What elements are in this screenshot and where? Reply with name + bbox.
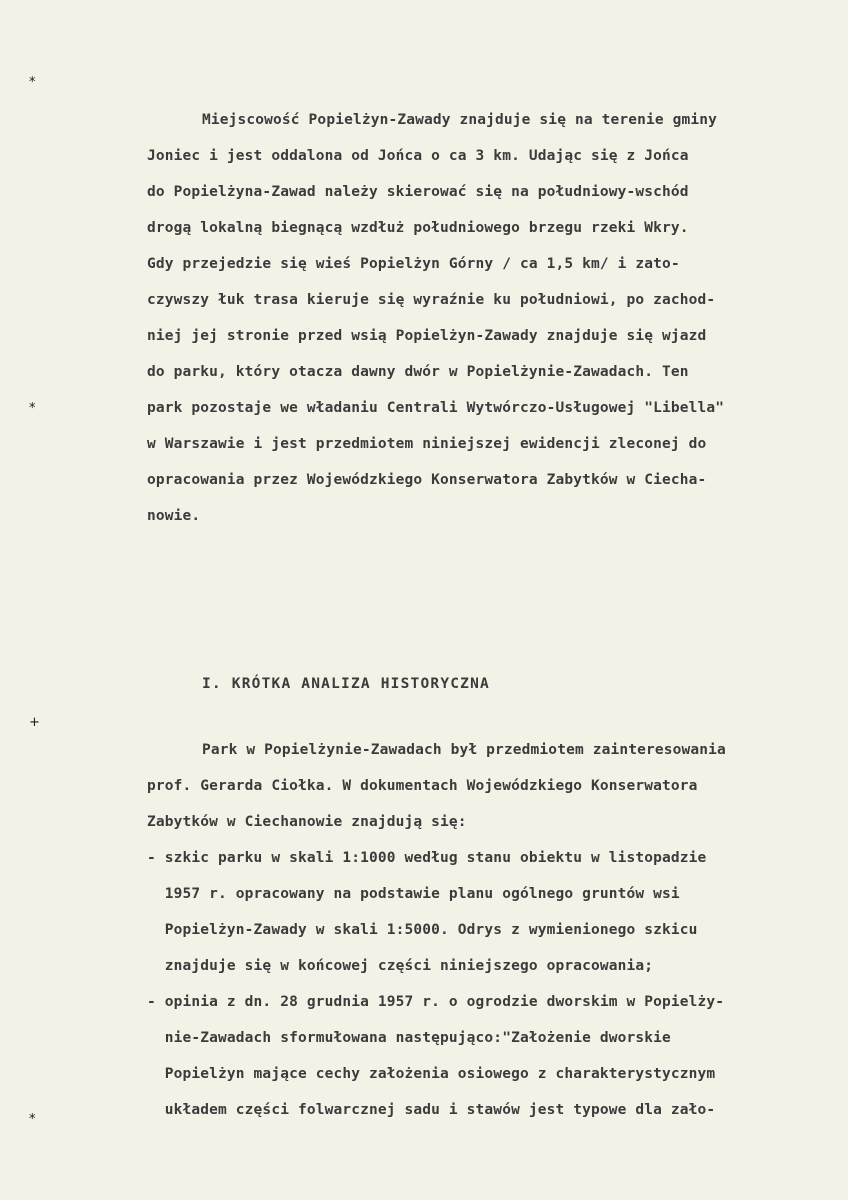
list-item-line: Popielżyn mające cechy założenia osiowego z charakterystycznym — [147, 1066, 716, 1082]
text-line: do parku, który otacza dawny dwór w Popielżynie-Zawadach. Ten — [147, 364, 689, 380]
text-line: prof. Gerarda Ciołka. W dokumentach Wojewódzkiego Konserwatora — [147, 778, 698, 794]
margin-mark: + — [29, 715, 40, 730]
text-line: Miejscowość Popielżyn-Zawady znajduje się na terenie gminy — [202, 112, 718, 128]
text-line: drogą lokalną biegnącą wzdłuż południowego brzegu rzeki Wkry. — [147, 220, 689, 236]
list-item-line: nie-Zawadach sformułowana następująco:"Założenie dworskie — [147, 1030, 671, 1046]
margin-mark: * — [29, 75, 36, 90]
text-line: Joniec i jest oddalona od Jońca o ca 3 km. Udając się z Jońca — [147, 148, 689, 164]
text-line: Gdy przejedzie się wieś Popielżyn Górny / ca 1,5 km/ i zato- — [147, 256, 680, 272]
list-item-line: znajduje się w końcowej części niniejszego opracowania; — [147, 958, 654, 974]
text-line: Zabytków w Ciechanowie znajdują się: — [147, 814, 467, 830]
text-line: park pozostaje we władaniu Centrali Wytwórczo-Usługowej "Libella" — [147, 400, 725, 416]
list-item-line: układem części folwarcznej sadu i stawów jest typowe dla zało- — [147, 1102, 716, 1118]
text-line: nowie. — [147, 508, 201, 524]
section-heading: I. KRÓTKA ANALIZA HISTORYCZNA — [202, 676, 490, 692]
text-line: w Warszawie i jest przedmiotem niniejszej ewidencji zleconej do — [147, 436, 707, 452]
text-line: opracowania przez Wojewódzkiego Konserwatora Zabytków w Ciecha- — [147, 472, 707, 488]
list-item-line: 1957 r. opracowany na podstawie planu ogólnego gruntów wsi — [147, 886, 680, 902]
text-line: Park w Popielżynie-Zawadach był przedmiotem zainteresowania — [202, 742, 726, 758]
list-item-line: - opinia z dn. 28 grudnia 1957 r. o ogrodzie dworskim w Popielży- — [147, 994, 725, 1010]
text-line: czywszy łuk trasa kieruje się wyraźnie ku południowi, po zachod- — [147, 292, 716, 308]
margin-mark: * — [29, 401, 36, 416]
list-item-line: - szkic parku w skali 1:1000 według stanu obiektu w listopadzie — [147, 850, 707, 866]
list-item-line: Popielżyn-Zawady w skali 1:5000. Odrys z wymienionego szkicu — [147, 922, 698, 938]
margin-mark: * — [29, 1112, 36, 1127]
text-line: niej jej stronie przed wsią Popielżyn-Zawady znajduje się wjazd — [147, 328, 707, 344]
text-line: do Popielżyna-Zawad należy skierować się na południowy-wschód — [147, 184, 689, 200]
